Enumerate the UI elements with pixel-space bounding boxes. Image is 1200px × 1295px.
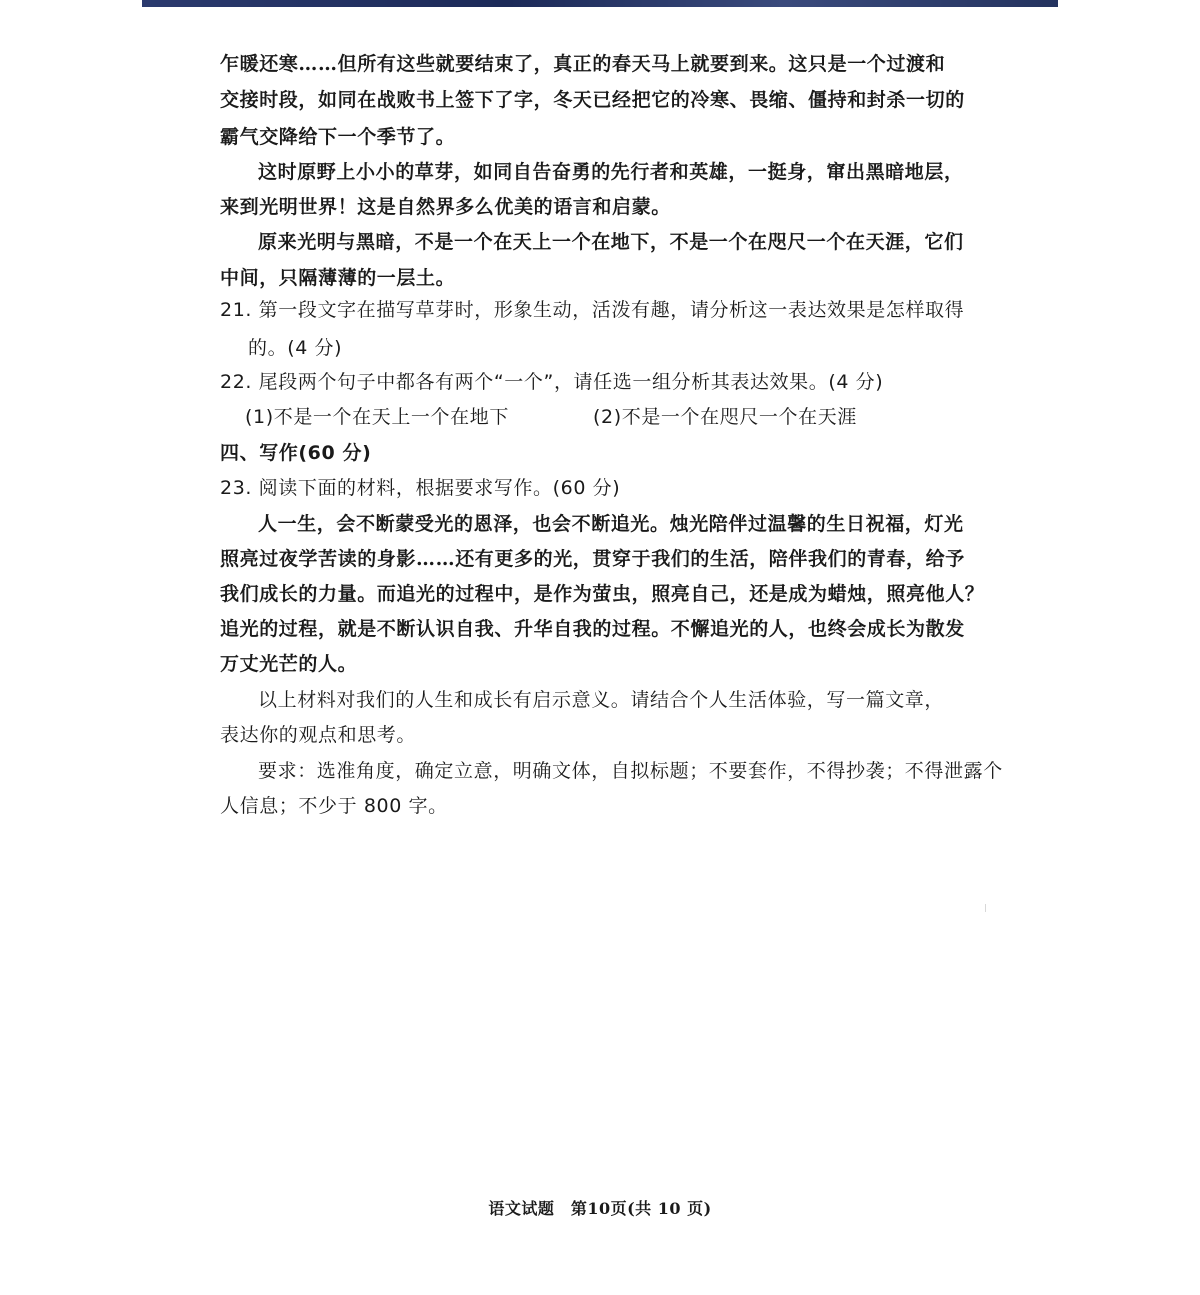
- material-line-1: 人一生，会不断蒙受光的恩泽，也会不断追光。烛光陪伴过温馨的生日祝福，灯光: [258, 513, 964, 535]
- passage-line-3: 霸气交降给下一个季节了。: [220, 126, 456, 148]
- passage-line-2: 交接时段，如同在战败书上签下了字，冬天已经把它的冷寒、畏缩、僵持和封杀一切的: [220, 89, 965, 111]
- question-21-line-1: 21. 第一段文字在描写草芽时，形象生动，活泼有趣，请分析这一表达效果是怎样取得: [220, 299, 965, 321]
- passage-line-4: 这时原野上小小的草芽，如同自告奋勇的先行者和英雄，一挺身，窜出黑暗地层，: [258, 161, 964, 183]
- question-22-option-2: (2)不是一个在咫尺一个在天涯: [593, 406, 857, 428]
- material-line-3: 我们成长的力量。而追光的过程中，是作为萤虫，照亮自己，还是成为蜡烛，照亮他人？: [220, 583, 985, 605]
- material-line-5: 万丈光芒的人。: [220, 653, 358, 675]
- passage-line-5: 来到光明世界！这是自然界多么优美的语言和启蒙。: [220, 196, 671, 218]
- section-heading-writing: 四、写作(60 分): [220, 442, 372, 464]
- passage-line-6: 原来光明与黑暗，不是一个在天上一个在地下，不是一个在咫尺一个在天涯，它们: [258, 231, 964, 253]
- page-footer: 语文试题 第10页(共 10 页): [488, 1199, 712, 1218]
- instruction-line-2: 表达你的观点和思考。: [220, 724, 417, 746]
- scan-speck: [985, 904, 986, 912]
- question-21-line-2: 的。(4 分): [248, 337, 343, 359]
- requirements-line-2: 人信息；不少于 800 字。: [220, 795, 448, 817]
- instruction-line-1: 以上材料对我们的人生和成长有启示意义。请结合个人生活体验，写一篇文章，: [258, 689, 945, 711]
- question-22-option-1: (1)不是一个在天上一个在地下: [245, 406, 509, 428]
- passage-line-1: 乍暖还寒……但所有这些就要结束了，真正的春天马上就要到来。这只是一个过渡和: [220, 53, 946, 75]
- material-line-2: 照亮过夜学苦读的身影……还有更多的光，贯穿于我们的生活，陪伴我们的青春，给予: [220, 548, 965, 570]
- material-line-4: 追光的过程，就是不断认识自我、升华自我的过程。不懈追光的人，也终会成长为散发: [220, 618, 965, 640]
- requirements-line-1: 要求：选准角度，确定立意，明确文体，自拟标题；不要套作，不得抄袭；不得泄露个: [258, 760, 1003, 782]
- question-22-prompt: 22. 尾段两个句子中都各有两个“一个”，请任选一组分析其表达效果。(4 分): [220, 371, 884, 393]
- question-23-prompt: 23. 阅读下面的材料，根据要求写作。(60 分): [220, 477, 621, 499]
- passage-line-7: 中间，只隔薄薄的一层土。: [220, 267, 456, 289]
